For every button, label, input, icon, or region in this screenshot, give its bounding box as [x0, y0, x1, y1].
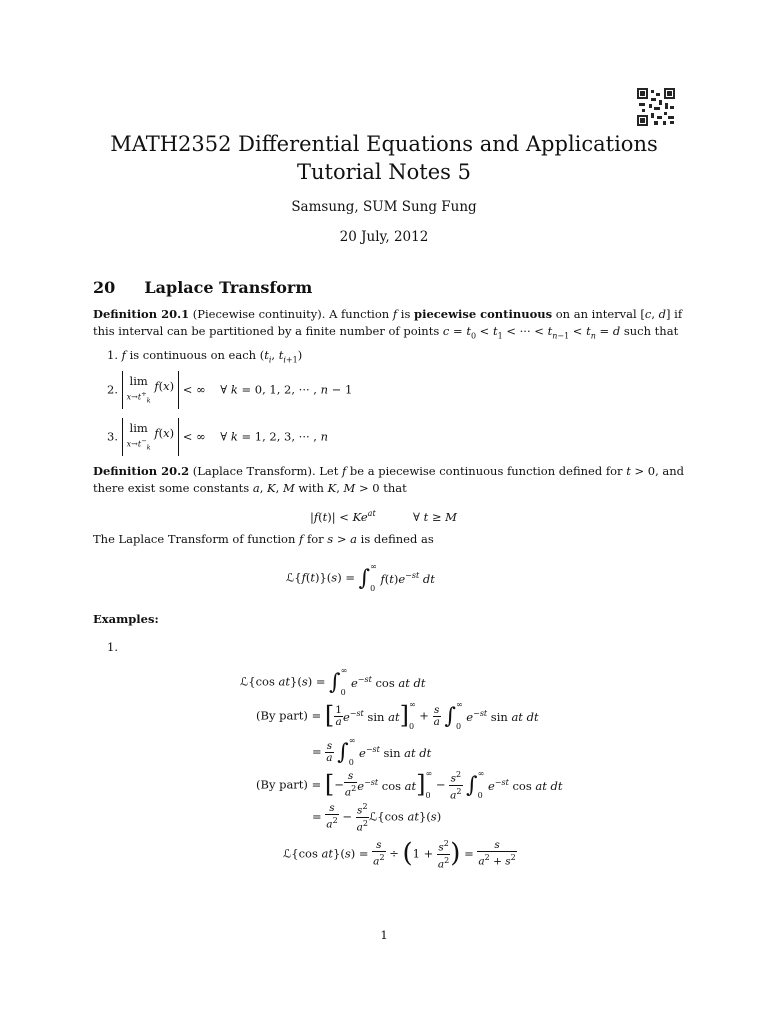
section-title: Laplace Transform: [144, 278, 313, 297]
examples-heading: Examples:: [93, 612, 159, 626]
def1-item-1: 1. f is continuous on each ($t_i$, $t_{i+1}$): [107, 348, 303, 365]
doc-title-line2: Tutorial Notes 5: [297, 160, 471, 184]
def1-item-2: 2. lim $x\to t^+_k$ f(x) < ∞ ∀ k = 0, 1, 2, ··· , n − 1: [107, 371, 352, 409]
transform-text-a: The Laplace Transform of function: [93, 532, 296, 546]
by-part-label-1: (By part): [256, 708, 308, 723]
qr-code: [637, 88, 675, 126]
def2-text-a: Let: [319, 464, 339, 478]
def1-item1-num: 1.: [107, 348, 118, 362]
derivation-result: ℒ{cos at}(s) = $\frac{s}{a^2}$ ÷ (1 + $\frac{s^2}{a^2}$ ) = $\frac{s}{a^2 + s^2}$: [283, 838, 516, 870]
transform-intro: The Laplace Transform of function f for s > a is defined as: [93, 532, 434, 546]
def1-item-3: 3. lim $x\to t^-_k$ f(x) < ∞ ∀ k = 1, 2, 3, ··· , n: [107, 418, 328, 456]
section-number: 20: [93, 278, 116, 297]
doc-date: 20 July, 2012: [339, 229, 429, 245]
definition-20-2: Definition 20.2 (Laplace Transform). Let f be a piecewise continuous function defined for t > 0, and there exist some constants a, K, M with K, M > 0 that: [93, 464, 685, 495]
def1-bold: piecewise continuous: [414, 307, 553, 321]
def1-item2-num: 2.: [107, 382, 118, 397]
definition-20-1: Definition 20.1 (Piecewise continuity). A function f is piecewise continuous on an interval [c, d] if this interval can be partitioned by a finite number of points $c = t_0 < t_1$ < ··· < $t_{n-1} < t_n = d$ such that: [93, 307, 683, 341]
def2-text-b: be a piecewise continuous function defined for: [349, 464, 623, 478]
derivation-line-2: (By part) = [ $\frac{1}{a}$ $e^{-st}$ sin at] ∞ 0 + $\frac{s}{a}$ ∫ ∞ 0 $e^{-st}$ sin at dt: [256, 700, 539, 731]
def1-line2b: such that: [623, 324, 679, 338]
def2-line2b: with: [298, 481, 324, 495]
def1-paren: (Piecewise continuity).: [192, 307, 326, 321]
def1-line2a: this interval can be partitioned by a finite number of points: [93, 324, 440, 338]
def2-line2a: there exist some constants: [93, 481, 250, 495]
def2-line2c: that: [383, 481, 407, 495]
derivation-line-3: = $\frac{s}{a}$ ∫ ∞ 0 $e^{-st}$ sin at dt: [312, 736, 432, 767]
doc-title-line1: MATH2352 Differential Equations and Applications: [110, 132, 658, 156]
def2-text-c: , and: [655, 464, 685, 478]
def2-paren: (Laplace Transform).: [192, 464, 316, 478]
transform-text-c: is defined as: [360, 532, 434, 546]
doc-title: [0, 130, 768, 186]
transform-text-b: for: [306, 532, 324, 546]
def1-label: Definition 20.1: [93, 307, 190, 321]
derivation-line-5: = $\frac{s}{a^2}$ − $\frac{s^2}{a^2}$ ℒ{cos at}(s): [312, 802, 442, 833]
example-1-number: 1.: [107, 640, 118, 654]
def1-text-b: is: [400, 307, 411, 321]
doc-author: Samsung, SUM Sung Fung: [291, 199, 477, 215]
section-heading: [93, 278, 312, 297]
def1-item1-text: is continuous on each: [129, 348, 257, 362]
def1-text-c: on an interval: [555, 307, 637, 321]
def1-item3-num: 3.: [107, 429, 118, 444]
growth-condition: $|f(t)| < Ke^{at}$ ∀ t ≥ M: [310, 509, 457, 524]
derivation-line-4: (By part) = [− $\frac{s}{a^2}$ $e^{-st}$ cos at] ∞ 0 − $\frac{s^2}{a^2}$ ∫ ∞ 0 $e^{-st}$ cos at dt: [256, 769, 563, 801]
def2-label: Definition 20.2: [93, 464, 190, 478]
by-part-label-2: (By part): [256, 777, 308, 792]
laplace-definition-formula: ℒ{f(t)}(s) = ∫ ∞ 0 $f(t)e^{-st}$ dt: [286, 562, 435, 593]
page-number: 1: [380, 928, 388, 942]
def1-text-a: A function: [329, 307, 390, 321]
derivation-line-1: ℒ{cos at}(s) = ∫ ∞ 0 $e^{-st}$ cos at dt: [240, 666, 426, 697]
